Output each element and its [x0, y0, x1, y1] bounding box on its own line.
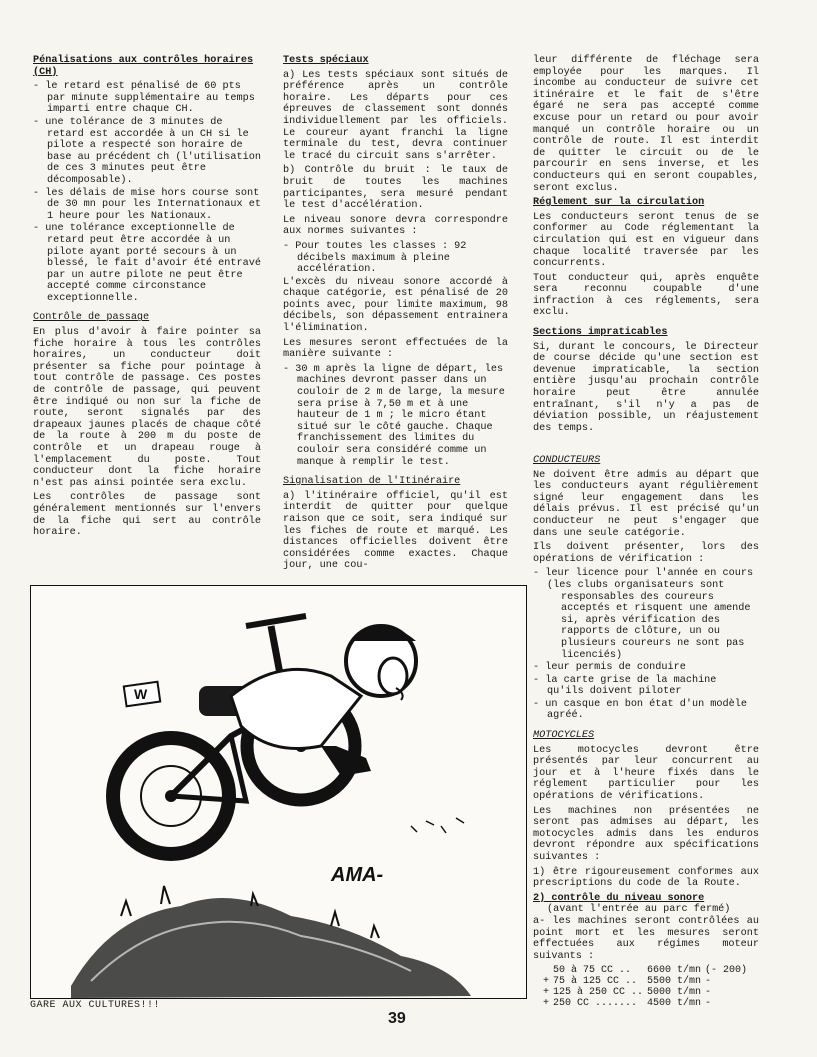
list-item: - leur permis de conduire: [533, 662, 759, 674]
section-penalisations: [33, 55, 261, 304]
table-cell-prefix: [543, 965, 553, 976]
paragraph: leur différente de fléchage sera employée pour les marques. Il incombe au conducteur de suivre cet itinéraire et le fait de s'être égaré ne sera pas accepté comme excuse pour un retard ou pour avoir manqué un contrôle horaire ou un contrôle de route. Il est interdit de quitter le circuit ou de le parcourir en sens inverse, et les conducteurs qui en seront coupables, seront exclus.: [533, 55, 759, 194]
list-item: - leur licence pour l'année en cours (les clubs organisateurs sont responsables des coureurs acceptés et risquent une amende si, après vérification des rapports de clôture, un ou plusieurs coureurs ne sont pas licenciés): [533, 568, 759, 661]
list-item: - les délais de mise hors course sont de 30 mn pour les Internationaux et 1 heure pour les Nationaux.: [33, 188, 261, 223]
table-row: [543, 998, 751, 1009]
number-plate-text: W: [134, 686, 148, 702]
table-row: [543, 976, 751, 987]
paragraph: Les machines non présentées ne seront pas admises au départ, les motocycles admis dans les enduros devront répondre aux spécifications suivantes :: [533, 805, 759, 863]
heading-sections-impraticables: Sections impraticables: [533, 327, 668, 339]
paragraph: Les conducteurs seront tenus de se conformer au Code réglementant la circulation qui est en vigueur dans chaque localité traversée par les concurrents.: [533, 211, 759, 270]
paragraph: a- les machines seront contrôlées au point mort et les mesures seront effectuées aux régimes moteur suivants :: [533, 915, 759, 962]
table-cell-cc: 50 à 75 CC ..: [553, 965, 632, 977]
paragraph: Si, durant le concours, le Directeur de course décide qu'une section est devenue impraticable, la section entière jusqu'au prochain contrôle horaire peut être annulée entraînant, s'il n'y a pas de déviation possible, un réajustement des temps.: [533, 341, 759, 434]
heading-signalisation: Signalisation de l'Itinéraire: [283, 476, 461, 488]
paragraph: L'excès du niveau sonore accordé à chaque catégorie, est pénalisé de 20 points avec, pour limite maximum, 98 décibels, son dépassement entrainera l'élimination.: [283, 276, 508, 335]
table-cell-rpm: 5500 t/mn: [647, 976, 702, 988]
table-cell-cc: 250 CC .......: [553, 998, 638, 1010]
list-item: - une tolérance exceptionnelle de retard peut être accordée à un pilote ayant porté secours à un blessé, le fait d'avoir été entravé par un autre pilote ne peut être accepté comme circonstance exceptionnelle.: [33, 223, 261, 304]
column-left: [33, 55, 261, 547]
table-row: [543, 987, 751, 998]
section-impraticables: [533, 327, 759, 434]
column-middle: [283, 55, 508, 580]
table-cell-tol: -: [705, 987, 712, 999]
paragraph: Ils doivent présenter, lors des opérations de vérification :: [533, 542, 759, 565]
section-conducteurs: [533, 455, 759, 722]
paragraph: Les contrôles de passage sont généralement mentionnés sur l'envers de la fiche qui sert au contrôle horaire.: [33, 492, 261, 539]
paragraph: Les motocycles devront être présentés par leur concurrent au jour et à l'heure fixés dans le réglement particulier pour les opérations de vérifications.: [533, 744, 759, 803]
table-cell-tol: (- 200): [705, 965, 748, 977]
table-cell-rpm: 6600 t/mn: [647, 965, 702, 977]
paragraph: a) Les tests spéciaux sont situés de préférence après un contrôle horaire. Les départs pour ces épreuves de classement sont donnés individuellement par les officiels. Le coureur ayant franchi la ligne terminale du test, devra continuer le tracé du circuit sans s'arrêter.: [283, 69, 508, 162]
heading-penalisations: Pénalisations aux contrôles horaires (CH): [33, 55, 254, 78]
table-cell-rpm: 5000 t/mn: [647, 987, 702, 999]
norms-list: [283, 241, 508, 276]
table-cell-cc: 125 à 250 CC ..: [553, 987, 644, 999]
heading-tests-speciaux: Tests spéciaux: [283, 55, 369, 66]
list-item: - 30 m après la ligne de départ, les machines devront passer dans un couloir de 2 m de large, la mesure sera prise à 7,50 m et à une hauteur de 1 m ; le micro étant situé sur le côté gauche. Chaque franchissement des limites du couloir sera considéré comme un manque à remplir le test.: [283, 364, 508, 468]
paragraph: Le niveau sonore devra correspondre aux normes suivantes :: [283, 214, 508, 238]
paragraph: a) l'itinéraire officiel, qu'il est interdit de quitter pour quelque raison que ce soit, sera indiqué sur les fiches de route et marqué. Les distances officielles doivent être considérées comme exactes. Chaque jour, une cou-: [283, 490, 508, 572]
paragraph: 1) être rigoureusement conformes aux prescriptions du code de la Route.: [533, 866, 759, 890]
heading-conducteurs: CONDUCTEURS: [533, 455, 601, 466]
table-cell-rpm: 4500 t/mn: [647, 998, 702, 1010]
table-cell-prefix: +: [543, 987, 550, 999]
table-cell-cc: 75 à 125 CC ..: [553, 976, 638, 988]
subheading-niveau-sonore: 2) contrôle du niveau sonore: [533, 892, 705, 904]
heading-motocycles: MOTOCYCLES: [533, 730, 595, 742]
figure-caption: GARE AUX CULTURES!!!: [30, 1000, 161, 1011]
page-number: 39: [388, 1010, 406, 1027]
table-cell-tol: -: [705, 998, 712, 1010]
table-row: [543, 965, 751, 976]
section-controle-passage: [33, 312, 261, 538]
heading-controle-passage: Contrôle de passage: [33, 312, 150, 324]
section-reglement-circulation: [533, 197, 759, 319]
penalisations-list: [33, 81, 261, 304]
list-item: - le retard est pénalisé de 60 pts par minute supplémentaire au temps imparti entre chaque CH.: [33, 81, 261, 116]
list-item: - la carte grise de la machine qu'ils doivent piloter: [533, 675, 759, 698]
section-signalisation: [283, 476, 508, 572]
column-right-top: [533, 55, 759, 442]
paragraph: Tout conducteur qui, après enquête sera reconnu coupable d'une infraction à ces réglements, sera exclu.: [533, 272, 759, 319]
paragraph: b) Contrôle du bruit : le taux de bruit de toutes les machines participantes, sera mesuré pendant le test d'accélération.: [283, 165, 508, 212]
section-motocycles: [533, 730, 759, 1009]
motorcycle-cartoon: [31, 586, 526, 998]
paragraph: Ne doivent être admis au départ que les conducteurs ayant régulièrement signé leur engagement dans les délais prévus. Il est précisé qu'un conducteur ne peut s'engager que dans une seule catégorie.: [533, 469, 759, 539]
paragraph: En plus d'avoir à faire pointer sa fiche horaire à tous les contrôles horaires, un conducteur doit présenter sa fiche pour pointage à tout contrôle de passage. Ces postes de contrôle de passage, qui peuvent être indiqué ou non sur la fiche de route, seront signalés par des drapeaux jaunes placés de chaque côté de la route à 200 m du poste de contrôle et un drapeau rouge à l'emplacement du poste. Tout conducteur dont la fiche horaire n'est pas ainsi pointée sera exclu.: [33, 327, 261, 489]
heading-penalisations-abbr: (CH): [33, 66, 58, 78]
table-cell-prefix: +: [543, 998, 550, 1010]
cartoon-exclamation: AMA-: [331, 864, 384, 886]
section-tests-speciaux: [283, 55, 508, 468]
list-item: - Pour toutes les classes : 92 décibels maximum à pleine accélération.: [283, 241, 508, 276]
heading-reglement-circulation: Réglement sur la circulation: [533, 197, 705, 209]
mesures-list: [283, 364, 508, 468]
regimes-table: [543, 965, 751, 1009]
documents-list: [533, 568, 759, 722]
table-cell-tol: -: [705, 976, 712, 988]
cartoon-illustration: [30, 585, 527, 999]
list-item: - une tolérance de 3 minutes de retard est accordée à un CH si le pilote a respecté son horaire de base au précédent ch (l'utilisation de ces 3 minutes peut être décomposable).: [33, 117, 261, 187]
column-right-bottom: [533, 455, 759, 1017]
list-item: - un casque en bon état d'un modèle agréé.: [533, 699, 759, 722]
table-cell-prefix: +: [543, 976, 550, 988]
parc-ferme-note: (avant l'entrée au parc fermé): [547, 904, 731, 916]
list-item-note: (les clubs organisateurs sont responsables des coureurs acceptés et risquent une amende si, après vérification des rapports de clôture, un ou plusieurs coureurs ne sont pas licenciés): [547, 579, 751, 661]
paragraph: Les mesures seront effectuées de la manière suivante :: [283, 337, 508, 361]
